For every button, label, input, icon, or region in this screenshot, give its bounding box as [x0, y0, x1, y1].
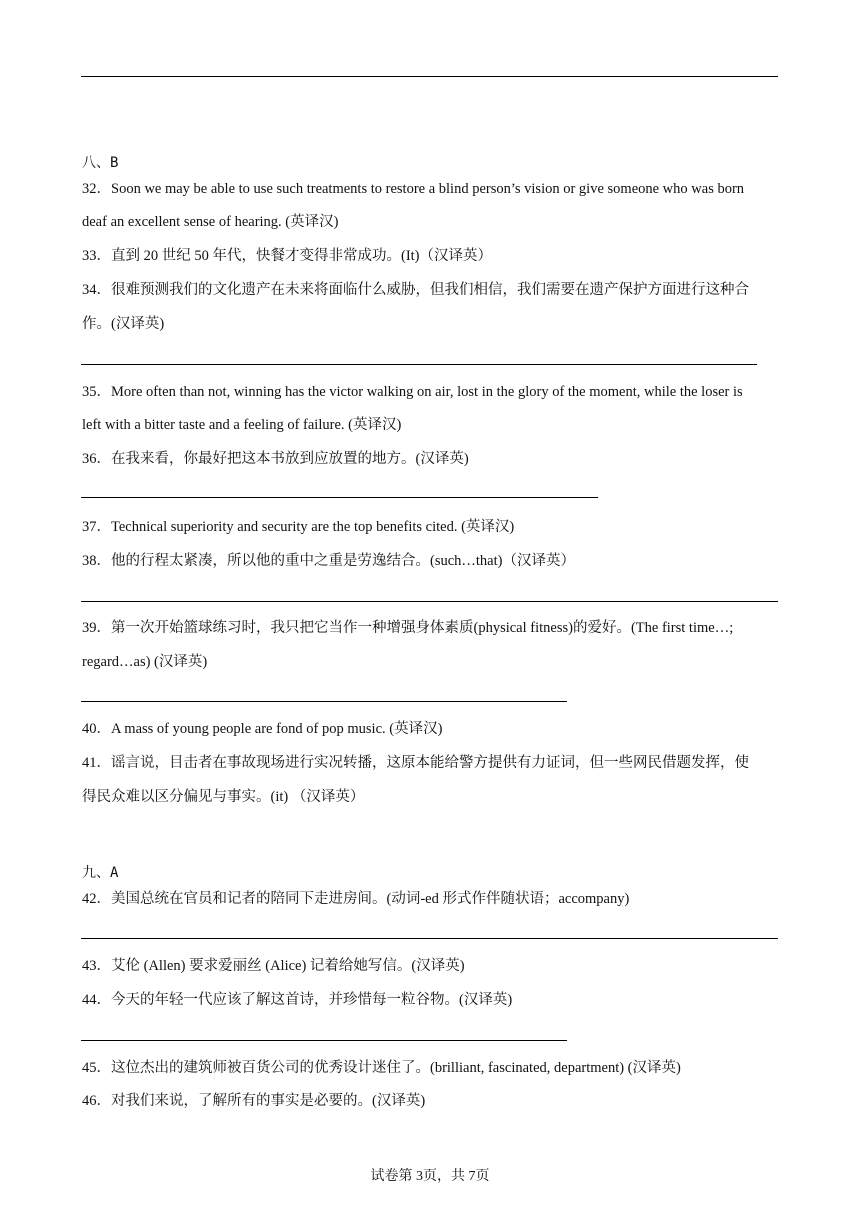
question-39-line1: 39．第一次开始篮球练习时，我只把它当作一种增强身体素质(physical fitness)的爱好。(The first time…; [82, 620, 734, 636]
answer-line [81, 497, 598, 498]
answer-line [81, 601, 778, 602]
question-40: 40．A mass of young people are fond of pop music. (英译汉) [82, 721, 443, 737]
question-44: 44．今天的年轻一代应该了解这首诗，并珍惜每一粒谷物。(汉译英) [82, 992, 513, 1008]
question-42: 42．美国总统在官员和记者的陪同下走进房间。(动词-ed 形式作伴随状语；accompany) [82, 891, 630, 907]
question-35-line2: left with a bitter taste and a feeling of failure. (英译汉) [82, 417, 402, 433]
question-34-line1: 34．很难预测我们的文化遗产在未来将面临什么威胁，但我们相信，我们需要在遗产保护方面进行这种合 [82, 282, 749, 298]
section-heading: 九、A [82, 865, 119, 881]
question-43: 43．艾伦 (Allen) 要求爱丽丝 (Alice) 记着给她写信。(汉译英) [82, 958, 465, 974]
question-32-line2: deaf an excellent sense of hearing. (英译汉) [82, 214, 339, 230]
page-footer: 试卷第 3页，共 7页 [370, 1169, 490, 1184]
answer-line [81, 701, 567, 702]
question-34-line2: 作。(汉译英) [82, 316, 165, 332]
answer-line [81, 1040, 567, 1041]
answer-line [81, 364, 757, 365]
question-45: 45．这位杰出的建筑师被百货公司的优秀设计迷住了。(brilliant, fascinated, department) (汉译英) [82, 1060, 681, 1076]
question-41-line2: 得民众难以区分偏见与事实。(it) （汉译英） [82, 789, 365, 805]
answer-line [81, 938, 778, 939]
question-39-line2: regard…as) (汉译英) [82, 654, 208, 670]
question-32-line1: 32．Soon we may be able to use such treatments to restore a blind person’s vision or give someone who was born [82, 181, 745, 197]
header-rule [81, 76, 778, 77]
question-41-line1: 41．谣言说，目击者在事故现场进行实况转播，这原本能给警方提供有力证词，但一些网民借题发挥，使 [82, 755, 749, 771]
question-38: 38．他的行程太紧凑，所以他的重中之重是劳逸结合。(such…that)（汉译英） [82, 553, 575, 569]
question-35-line1: 35．More often than not, winning has the victor walking on air, lost in the glory of the moment, while the loser is [82, 384, 743, 400]
question-36: 36．在我来看，你最好把这本书放到应放置的地方。(汉译英) [82, 451, 469, 467]
question-46: 46．对我们来说，了解所有的事实是必要的。(汉译英) [82, 1093, 426, 1109]
question-33: 33．直到 20 世纪 50 年代，快餐才变得非常成功。(It)（汉译英） [82, 248, 493, 264]
question-37: 37．Technical superiority and security are the top benefits cited. (英译汉) [82, 519, 515, 535]
section-heading: 八、B [82, 155, 119, 171]
